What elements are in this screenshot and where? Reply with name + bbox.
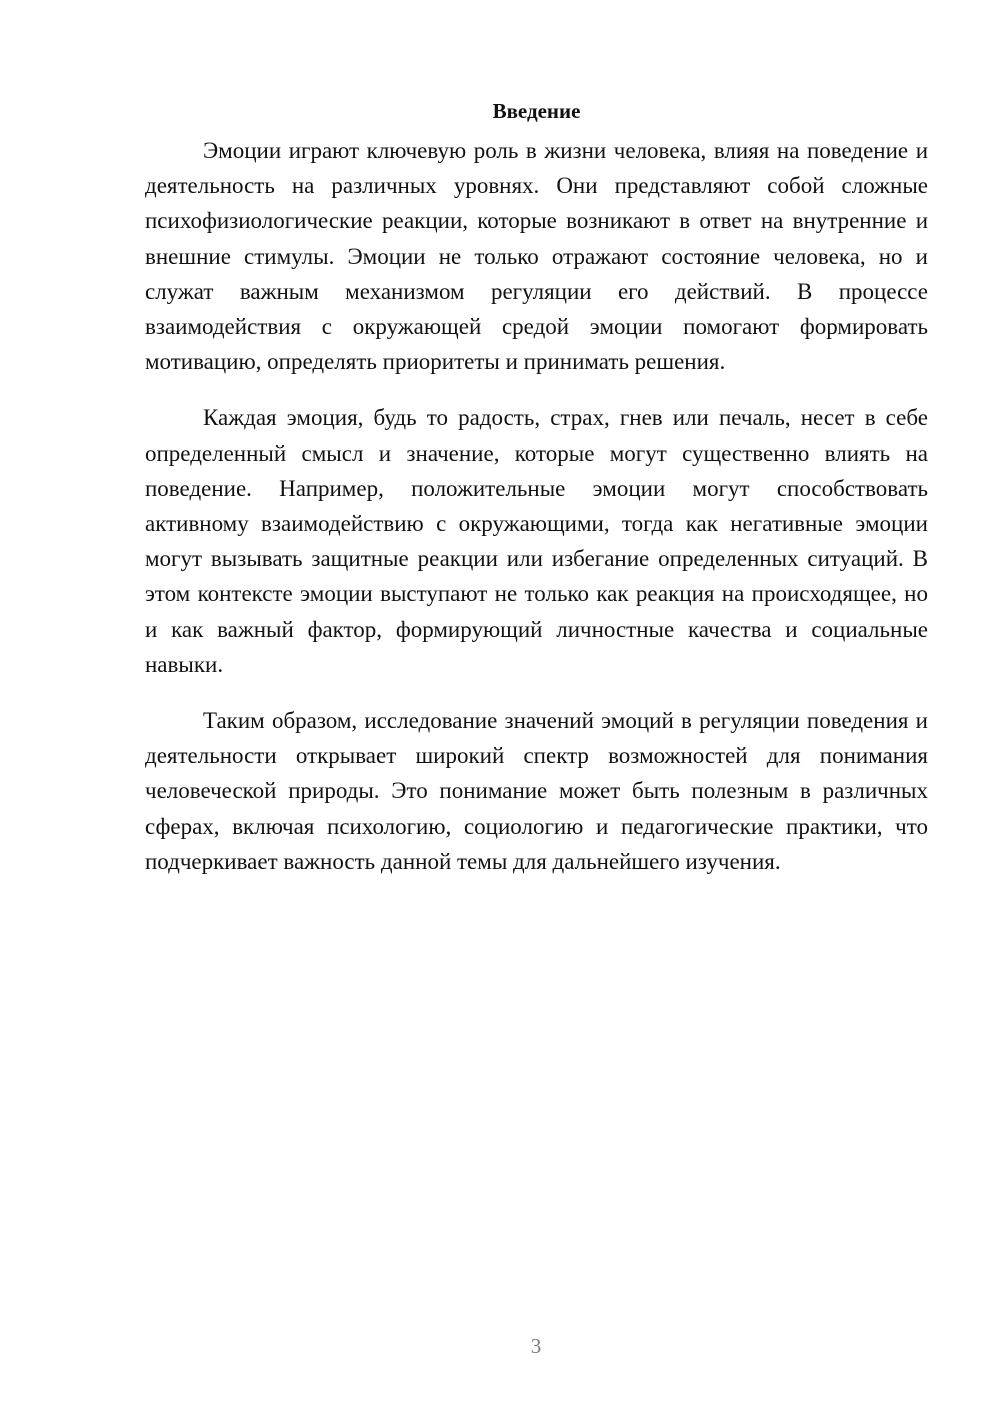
page-content bbox=[145, 93, 928, 900]
page-number: 3 bbox=[530, 1334, 542, 1358]
paragraph-2: Каждая эмоция, будь то радость, страх, гнев или печаль, несет в себе определенный смысл и значение, которые могут существенно влиять на поведение. Например, положительные эмоции могут способствовать активному взаимодействию с окружающими, тогда как негативные эмоции могут вызывать защитные реакции или избегание определенных ситуаций. В этом контексте эмоции выступают не только как реакция на происходящее, но и как важный фактор, формирующий личностные качества и социальные навыки. bbox=[145, 405, 928, 677]
paragraph-3: Таким образом, исследование значений эмоций в регуляции поведения и деятельности открывает широкий спектр возможностей для понимания человеческой природы. Это понимание может быть полезным в различных сферах, включая психологию, социологию и педагогические практики, что подчеркивает важность данной темы для дальнейшего изучения. bbox=[145, 708, 928, 874]
section-heading: Введение bbox=[492, 99, 581, 123]
paragraph-1: Эмоции играют ключевую роль в жизни человека, влияя на поведение и деятельность на различных уровнях. Они представляют собой сложные психофизиологические реакции, которые возникают в ответ на внутренние и внешние стимулы. Эмоции не только отражают состояние человека, но и служат важным механизмом регуляции его действий. В процессе взаимодействия с окружающей средой эмоции помогают формировать мотивацию, определять приоритеты и принимать решения. bbox=[145, 138, 928, 375]
